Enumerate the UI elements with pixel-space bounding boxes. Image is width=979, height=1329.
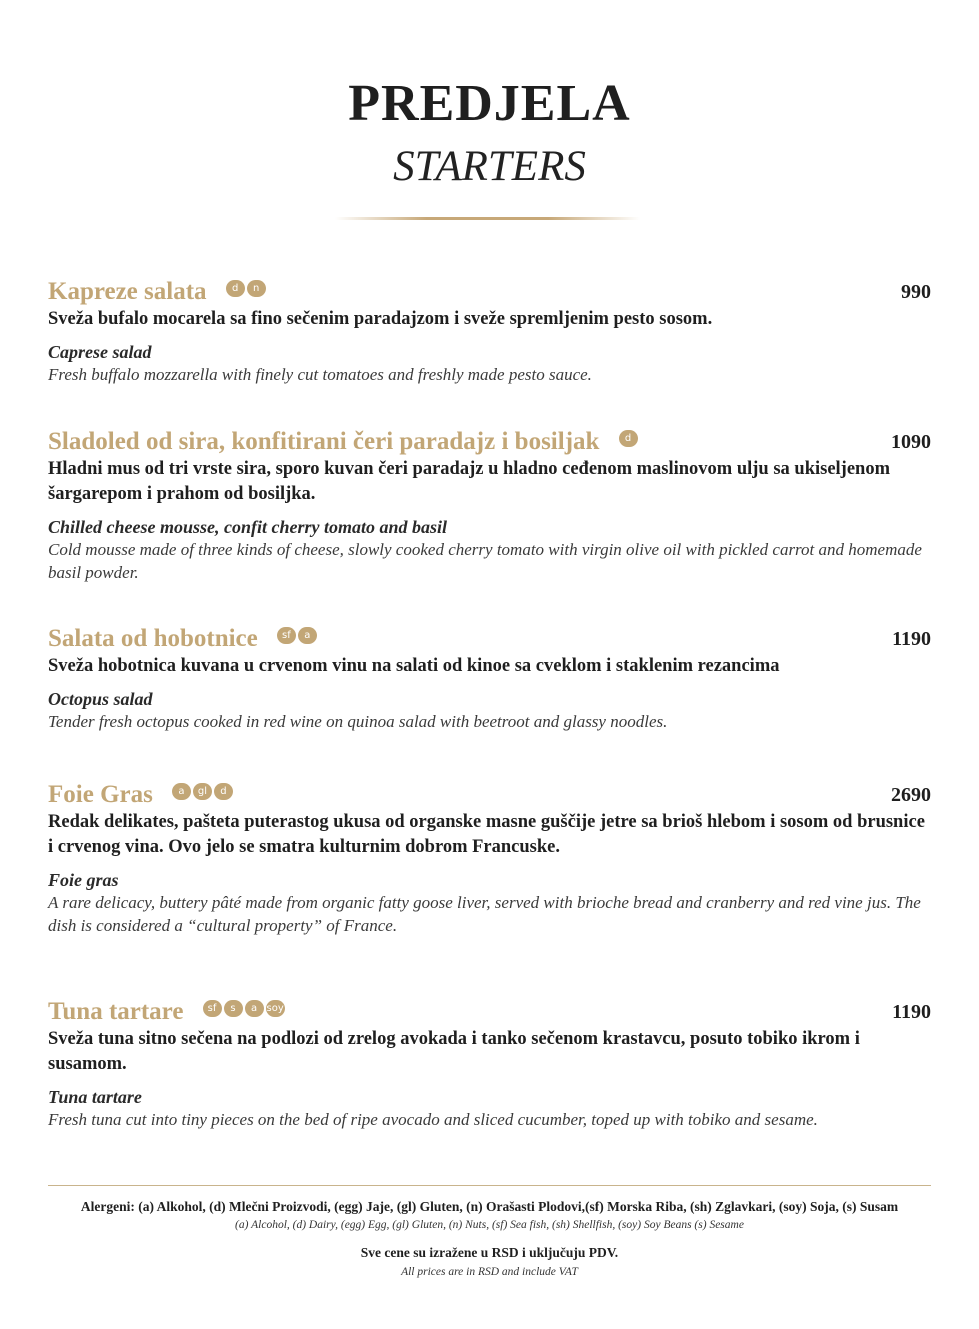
allergen-badge: d: [226, 280, 245, 297]
allergen-badges: [619, 430, 640, 449]
allergen-badge: d: [619, 430, 638, 447]
item-description-local: Sveža bufalo mocarela sa fino sečenim paradajzom i sveže spremljenim pesto sosom.: [48, 309, 713, 329]
menu-item-hobotnica: [48, 624, 931, 733]
item-description-local: Sveža hobotnica kuvana u crvenom vinu na salati od kinoe sa cveklom i staklenim rezancima: [48, 656, 780, 676]
item-description-local: Hladni mus od tri vrste sira, sporo kuvan čeri paradajz u hladno ceđenom maslinovom ulju sa ukiseljenom šargarepom i prahom od bosiljka.: [48, 459, 890, 504]
item-price: 1190: [892, 1001, 931, 1023]
allergen-badge: sf: [277, 627, 296, 644]
item-name: Salata od hobotnice: [48, 625, 258, 652]
item-description-local: Sveža tuna sitno sečena na podlozi od zrelog avokada i tanko sečenom krastavcu, posuto tobiko ikrom i susamom.: [48, 1029, 860, 1074]
item-price: 1090: [891, 431, 931, 453]
item-name-en: Caprese salad: [48, 342, 152, 362]
item-name: Kapreze salata: [48, 278, 207, 305]
item-name: Foie Gras: [48, 781, 153, 808]
price-note-en: All prices are in RSD and include VAT: [401, 1266, 578, 1278]
page-subtitle: STARTERS: [393, 143, 586, 190]
item-name-en: Octopus salad: [48, 689, 153, 709]
menu-item-foie-gras: [48, 780, 931, 937]
item-price: 1190: [892, 628, 931, 650]
item-description-local: Redak delikates, pašteta puterastog ukusa od organske masne guščije jetre sa brioš hlebom i sosom od brusnice i crvenog vina. Ovo jelo se smatra kulturnim dobrom Francuske.: [48, 812, 925, 857]
allergen-badge: sf: [203, 1000, 222, 1017]
menu-header: [0, 74, 979, 192]
item-price: 990: [901, 281, 931, 303]
allergen-legend-local: Alergeni: (a) Alkohol, (d) Mlečni Proizvodi, (egg) Jaje, (gl) Gluten, (n) Orašasti Plodovi,(sf) Morska Riba, (sh) Zglavkari, (soy) Soja, (s) Susam: [80, 1199, 899, 1214]
price-note-local: Sve cene su izražene u RSD i uključuju PDV.: [360, 1245, 619, 1260]
allergen-badge: s: [224, 1000, 243, 1017]
allergen-badge: d: [214, 783, 233, 800]
title-divider: [335, 217, 640, 220]
item-description-en: A rare delicacy, buttery pâté made from organic fatty goose liver, served with brioche bread and cranberry and red vine jus. The dish is considered a “cultural property” of France.: [48, 893, 921, 935]
item-name: Tuna tartare: [48, 998, 184, 1025]
item-description-en: Cold mousse made of three kinds of cheese, slowly cooked cherry tomato with virgin olive oil with pickled carrot and homemade basil powder.: [48, 540, 922, 582]
item-name-en: Foie gras: [48, 870, 119, 890]
item-name-en: Chilled cheese mousse, confit cherry tomato and basil: [48, 517, 447, 537]
page-title: PREDJELA: [348, 75, 631, 132]
allergen-badges: [203, 1000, 287, 1019]
item-description-en: Tender fresh octopus cooked in red wine on quinoa salad with beetroot and glassy noodles.: [48, 712, 668, 731]
allergen-badge: gl: [193, 783, 212, 800]
item-description-en: Fresh buffalo mozzarella with finely cut tomatoes and freshly made pesto sauce.: [48, 365, 592, 384]
allergen-badges: [172, 783, 235, 802]
item-price: 2690: [891, 784, 931, 806]
item-name-en: Tuna tartare: [48, 1087, 142, 1107]
allergen-badges: [277, 627, 319, 646]
allergen-badges: [226, 280, 268, 299]
menu-item-kapreze: [48, 277, 931, 386]
allergen-badge: a: [245, 1000, 264, 1017]
item-name: Sladoled od sira, konfitirani čeri paradajz i bosiljak: [48, 428, 600, 455]
allergen-badge: soy: [266, 1000, 285, 1017]
allergen-legend-en: (a) Alcohol, (d) Dairy, (egg) Egg, (gl) Gluten, (n) Nuts, (sf) Sea fish, (sh) Shellfish, (soy) Soy Beans (s) Sesame: [235, 1219, 744, 1231]
menu-item-sladoled: [48, 427, 931, 584]
allergen-badge: n: [247, 280, 266, 297]
footer-divider: [48, 1185, 931, 1186]
allergen-badge: a: [298, 627, 317, 644]
item-description-en: Fresh tuna cut into tiny pieces on the bed of ripe avocado and sliced cucumber, toped up with tobiko and sesame.: [48, 1110, 818, 1129]
allergen-badge: a: [172, 783, 191, 800]
menu-item-tuna-tartare: [48, 997, 931, 1131]
